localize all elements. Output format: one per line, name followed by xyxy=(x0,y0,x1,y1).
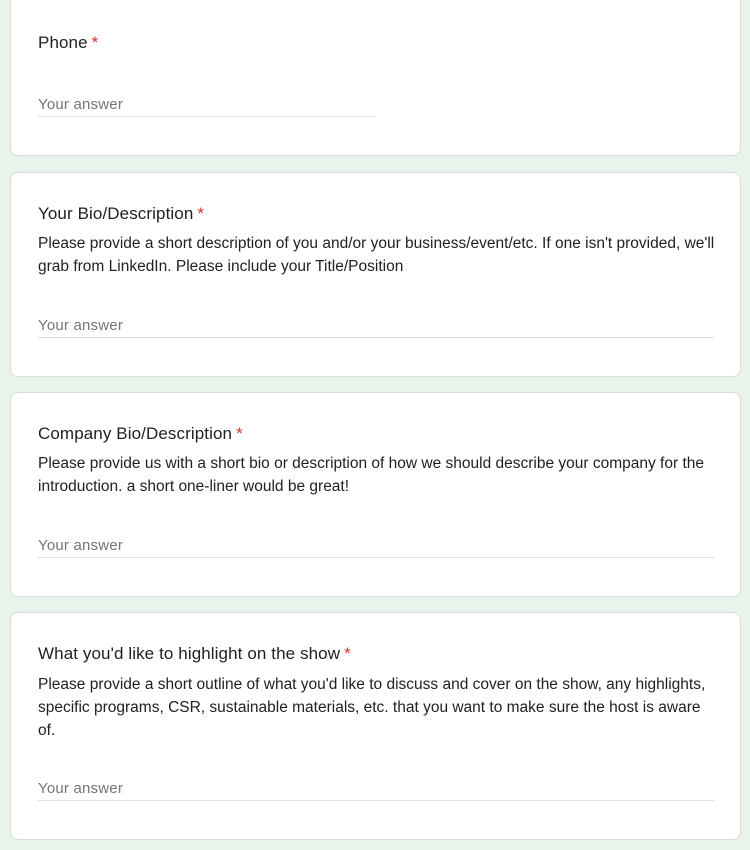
required-asterisk: * xyxy=(236,424,243,443)
required-asterisk: * xyxy=(197,204,205,223)
required-asterisk: * xyxy=(91,33,99,52)
question-title-text: What you'd like to highlight on the show xyxy=(38,644,341,663)
question-title xyxy=(38,31,98,55)
question-title-text: Your Bio/Description xyxy=(38,204,194,223)
question-title xyxy=(38,422,243,446)
answer-underline xyxy=(38,533,714,558)
answer-underline xyxy=(38,776,714,801)
question-card-bio xyxy=(10,172,741,377)
highlights-input[interactable] xyxy=(38,776,714,800)
question-title xyxy=(38,642,351,666)
question-description: Please provide a short outline of what you'd like to discuss and cover on the show, any highlights, specific programs, CSR, sustainable materials, etc. that you want to make sure the host is aware of. xyxy=(38,676,706,739)
answer-underline xyxy=(38,92,376,117)
question-title-text: Company Bio/Description xyxy=(38,424,233,443)
question-card-phone xyxy=(10,0,741,156)
question-title-text: Phone xyxy=(38,33,88,52)
question-title xyxy=(38,202,204,226)
phone-input[interactable] xyxy=(38,92,376,116)
bio-input[interactable] xyxy=(38,313,714,337)
question-card-highlights xyxy=(10,612,741,840)
required-asterisk: * xyxy=(344,644,351,663)
question-card-company-bio xyxy=(10,392,741,597)
question-description: Please provide a short description of you and/or your business/event/etc. If one isn't provided, we'll grab from LinkedIn. Please include your Title/Position xyxy=(38,235,715,275)
answer-underline xyxy=(38,313,714,338)
company-bio-input[interactable] xyxy=(38,533,714,557)
question-description: Please provide us with a short bio or description of how we should describe your company for the introduction. a short one-liner would be great! xyxy=(38,455,704,495)
